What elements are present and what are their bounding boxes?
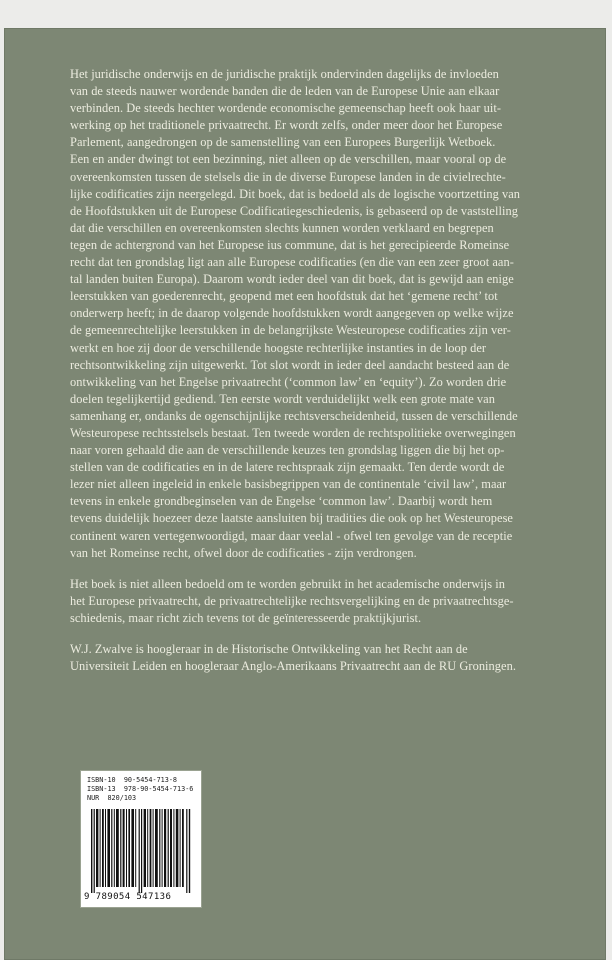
author-bio: W.J. Zwalve is hoogleraar in de Historische Ontwikkeling van het Recht aan de Universiteit Leiden en hoogleraar Anglo-Amerikaans Privaatrecht aan de RU Groningen. bbox=[70, 642, 516, 674]
isbn-barcode-block bbox=[80, 770, 202, 908]
blurb-text bbox=[70, 66, 546, 689]
blurb-paragraph-1: Het juridische onderwijs en de juridische praktijk ondervinden dagelijks de invloeden van de steeds nauwer wordende banden die de leden van de Europese Unie aan elkaar verbinden. De steeds hechter wordende economische gemeenschap heeft ook haar uit- werking op het traditionele privaatrecht. Er wordt zelfs, onder meer door het Europese Parlement, aangedrongen op de samenstelling van een Europees Burgerlijk Wetboek. Een en ander dwingt tot een bezinning, niet alleen op de verschillen, maar vooral op de overeenkomsten tussen de stelsels die in de diverse Europese landen in de civielrechte- lijke codificaties zijn neergelegd. Dit boek, dat is bedoeld als de logische voortzetting van de Hoofdstukken uit de Europese Codificatiegeschiedenis, is gebaseerd op de vaststelling dat die verschillen en overeenkomsten slechts kunnen worden verklaard en begrepen tegen de achtergrond van het Europese ius commune, dat is het gerecipieerde Romeinse recht dat ten grondslag ligt aan alle Europese codificaties (en die van een zeer groot aan- tal landen buiten Europa). Daarom wordt ieder deel van dit boek, dat is gewijd aan enige leerstukken van goederenrecht, geopend met een hoofdstuk dat het ‘gemene recht’ tot onderwerp heeft; in de daarop volgende hoofdstukken wordt aangegeven op welke wijze de gemeenrechtelijke leerstukken in de belangrijkste Westeuropese codificaties zijn ver- werkt en hoe zij door de verschillende hoogste rechterlijke instanties in de loop der rechtsontwikkeling zijn uitgewerkt. Tot slot wordt in ieder deel aandacht besteed aan de ontwikkeling van het Engelse privaatrecht (‘common law’ en ‘equity’). Zo worden drie doelen tegelijkertijd gediend. Ten eerste wordt verduidelijkt welk een grote mate van samenhang er, ondanks de ogenschijnlijke rechtsverscheidenheid, tussen de verschillende Westeuropese rechtsstelsels bestaat. Ten tweede worden de rechtspolitieke overwegingen naar voren gehaald die aan de verschillende keuzes ten grondslag liggen die bij het op- stellen van de codificaties en in de latere rechtspraak zijn gemaakt. Ten derde wordt de lezer niet alleen ingeleid in enkele basisbegrippen van de continentale ‘civil law’, maar tevens in enkele grondbeginselen van de Engelse ‘common law’. Daarbij wordt hem tevens duidelijk hoezeer deze laatste aansluiten bij tradities die ook op het Westeuropese continent waren vertegenwoordigd, maar daar veelal - ofwel ten gevolge van de receptie van het Romeinse recht, ofwel door de codificaties - zijn verdrongen. bbox=[70, 67, 521, 560]
barcode-image bbox=[91, 809, 191, 893]
blurb-paragraph-2: Het boek is niet alleen bedoeld om te worden gebruikt in het academische onderwijs in het Europese privaatrecht, de privaatrechtelijke rechtsvergelijking en de privaatrechtsge- schiedenis, maar richt zich tevens tot de geïnteresseerde praktijkjurist. bbox=[70, 576, 514, 625]
isbn-13: ISBN-13 978-90-5454-713-6 bbox=[87, 785, 194, 793]
nur-code: NUR 820/103 bbox=[87, 794, 137, 802]
isbn-10: ISBN-10 90-5454-713-8 bbox=[87, 776, 178, 784]
barcode-digits: 9 789054 547136 bbox=[84, 892, 172, 902]
isbn-text bbox=[87, 776, 197, 803]
